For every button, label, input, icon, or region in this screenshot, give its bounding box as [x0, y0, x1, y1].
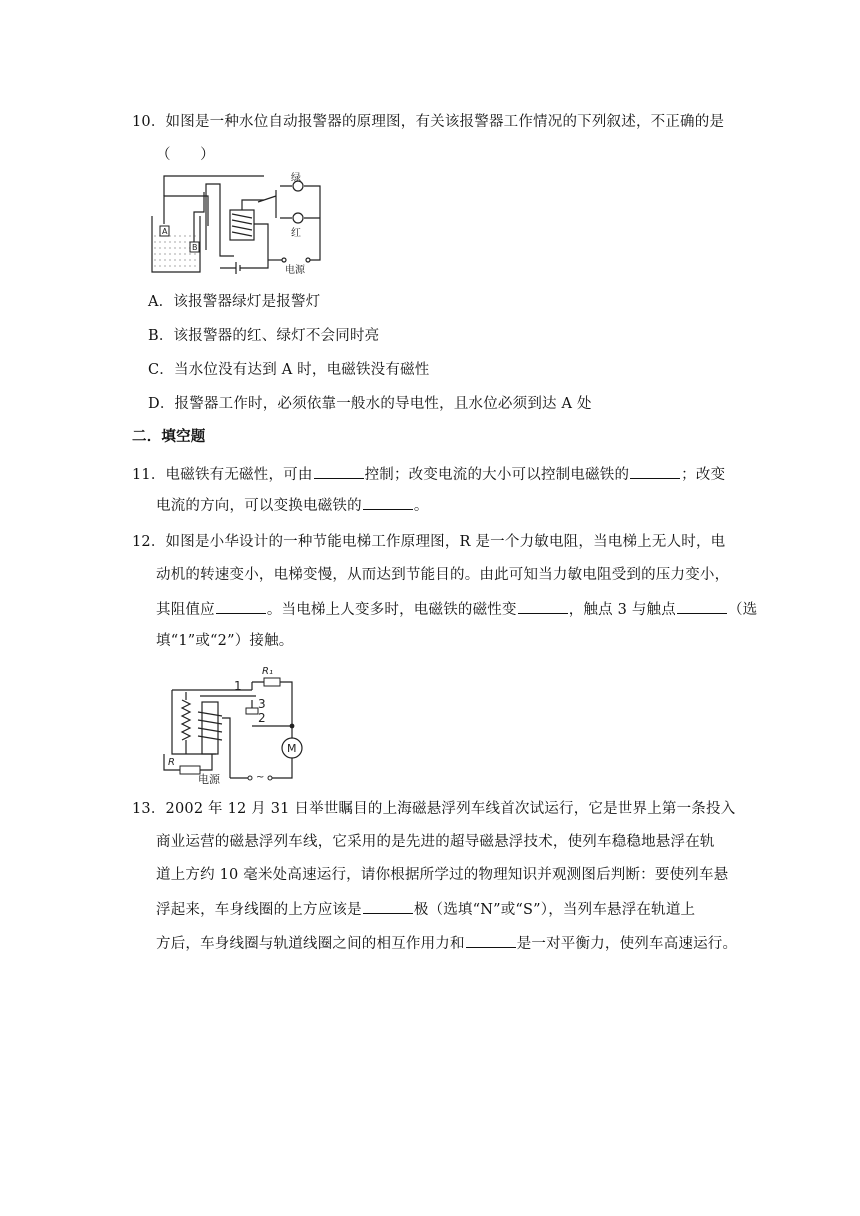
q13-line5 [156, 932, 737, 954]
answer-blank[interactable] [630, 463, 680, 479]
answer-blank[interactable] [466, 932, 516, 948]
q11-text-e: 。 [413, 498, 429, 514]
q12-line1: 12．如图是小华设计的一种节能电梯工作原理图，R 是一个力敏电阻，当电梯上无人时，电 [132, 534, 726, 550]
label-power: 电源 [198, 773, 220, 784]
label-contact-3: 3 [258, 697, 266, 711]
q12-text-b: 。当电梯上人变多时，电磁铁的磁性变 [266, 602, 517, 618]
label-contact-2: 2 [258, 711, 266, 725]
water-level-alarm-diagram [148, 172, 328, 278]
label-ac: ~ [256, 772, 265, 783]
q10-option-d: D．报警器工作时，必须依靠一般水的导电性，且水位必须到达 A 处 [148, 396, 592, 412]
q10-option-a: A．该报警器绿灯是报警灯 [148, 294, 321, 310]
q10-stem: 10．如图是一种水位自动报警器的原理图，有关该报警器工作情况的下列叙述，不正确的是 [132, 114, 725, 130]
q13-text-b: 极（选填“N”或“S”），当列车悬浮在轨道上 [413, 902, 696, 918]
q11-text-b: 控制；改变电流的大小可以控制电磁铁的 [364, 467, 630, 483]
label-power: 电源 [285, 265, 305, 276]
section-title: 二．填空题 [132, 428, 206, 445]
label-contact-1: 1 [234, 679, 242, 693]
answer-blank[interactable] [363, 898, 413, 914]
q11-text-d: 电流的方向，可以变换电磁铁的 [156, 498, 362, 514]
energy-saving-elevator-diagram [160, 662, 310, 784]
q12-text-c: ，触点 3 与触点 [568, 602, 676, 618]
label-b: B [192, 243, 198, 252]
q10-option-c: C．当水位没有达到 A 时，电磁铁没有磁性 [148, 362, 430, 378]
q12-text-d: （选 [727, 602, 758, 618]
q13-text-c: 方后，车身线圈与轨道线圈之间的相互作用力和 [156, 936, 465, 952]
answer-blank[interactable] [518, 598, 568, 614]
q11-line2 [156, 494, 429, 516]
label-r1: R₁ [262, 666, 273, 677]
q13-line4 [156, 898, 695, 920]
q12-line2: 动机的转速变小，电梯变慢，从而达到节能目的。由此可知当力敏电阻受到的压力变小， [156, 567, 730, 583]
answer-blank[interactable] [677, 598, 727, 614]
answer-blank[interactable] [216, 598, 266, 614]
answer-blank[interactable] [314, 463, 364, 479]
q12-line4: 填“1”或“2”）接触。 [156, 633, 294, 649]
q12-line3 [156, 598, 757, 620]
q11-text-c: ；改变 [681, 467, 726, 483]
q10-answer-paren: （ ） [156, 147, 215, 163]
label-a: A [162, 227, 168, 236]
q11-line1 [132, 463, 725, 485]
q11-text-a: 11．电磁铁有无磁性，可由 [132, 467, 313, 483]
label-red: 红 [291, 228, 301, 239]
label-motor: M [287, 742, 297, 755]
label-green: 绿 [291, 173, 301, 184]
q13-text-a: 浮起来，车身线圈的上方应该是 [156, 902, 362, 918]
q10-option-b: B．该报警器的红、绿灯不会同时亮 [148, 328, 380, 344]
q13-line3: 道上方约 10 毫米处高速运行，请你根据所学过的物理知识并观测图后判断：要使列车悬 [156, 867, 729, 883]
q12-text-a: 其阻值应 [156, 602, 215, 618]
q13-line2: 商业运营的磁悬浮列车线，它采用的是先进的超导磁悬浮技术，使列车稳稳地悬浮在轨 [156, 834, 715, 850]
label-r: R [168, 757, 175, 768]
q13-text-d: 是一对平衡力，使列车高速运行。 [516, 936, 738, 952]
answer-blank[interactable] [363, 494, 413, 510]
q13-line1: 13．2002 年 12 月 31 日举世瞩目的上海磁悬浮列车线首次试运行，它是世界上第一条投入 [132, 801, 736, 817]
